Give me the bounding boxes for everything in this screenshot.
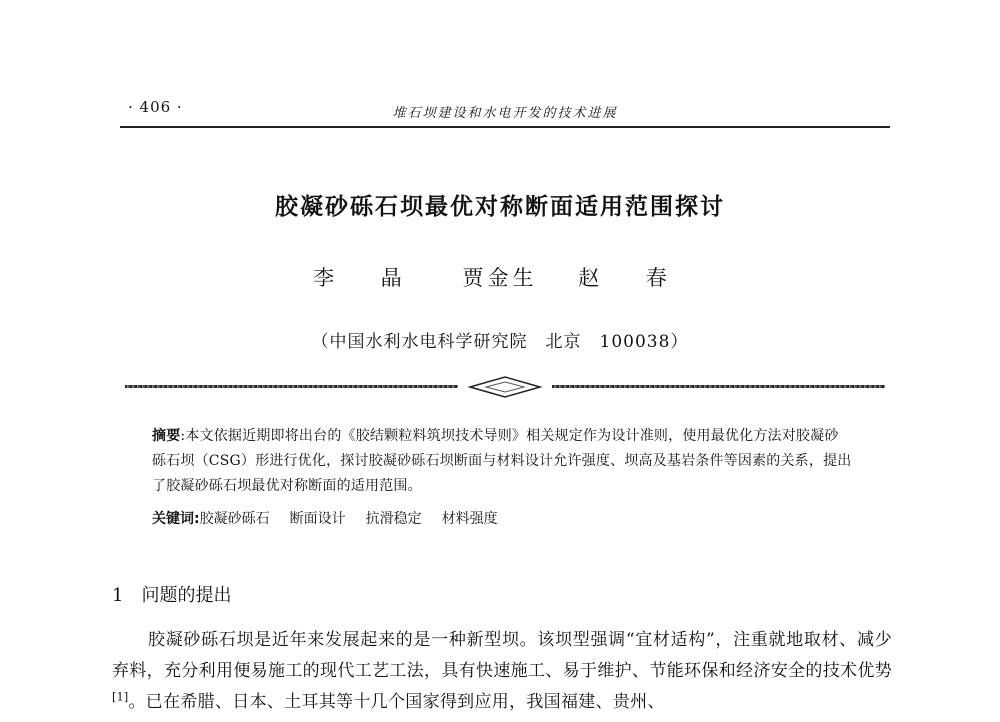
page-number: · 406 · xyxy=(128,98,183,116)
keyword-3: 抗滑稳定 xyxy=(365,511,422,527)
abstract-label: 摘要 xyxy=(152,428,181,444)
section-title: 问题的提出 xyxy=(141,585,232,606)
keyword-1: 胶凝砂砾石 xyxy=(199,511,270,527)
keywords-separator: : xyxy=(194,511,200,527)
author-3: 赵 春 xyxy=(578,266,687,290)
keywords xyxy=(152,508,518,528)
abstract-separator: : xyxy=(180,428,186,444)
keyword-4: 材料强度 xyxy=(441,511,498,527)
divider-line-left xyxy=(125,385,458,388)
journal-title: 堆石坝建设和水电开发的技术进展 xyxy=(392,106,618,121)
ornamental-divider xyxy=(125,375,885,399)
author-1: 李 晶 xyxy=(313,266,422,290)
paragraph-text-before-citation: 胶凝砂砾石坝是近年来发展起来的是一种新型坝。该坝型强调“宜材适构”，注重就地取材、减少弃料，充分利用便易施工的现代工艺工法，具有快速施工、易于维护、节能环保和经济安全的技术优势 xyxy=(112,630,892,681)
abstract-text: 本文依据近期即将出台的《胶结颗粒料筑坝技术导则》相关规定作为设计准则，使用最优化方法对胶凝砂砾石坝（CSG）形进行优化，探讨胶凝砂砾石坝断面与材料设计允许强度、坝高及基岩条件等因素的关系，提出了胶凝砂砾石坝最优对称断面的适用范围。 xyxy=(152,428,852,494)
affiliation: （中国水利水电科学研究院 北京 100038） xyxy=(311,332,689,352)
diamond-ornament-icon xyxy=(468,375,542,399)
paragraph-text-after-citation: 。已在希腊、日本、土耳其等十几个国家得到应用，我国福建、贵州、 xyxy=(128,692,665,712)
divider-line-right xyxy=(552,385,885,388)
keywords-label: 关键词 xyxy=(152,511,194,527)
keyword-2: 断面设计 xyxy=(289,511,346,527)
body-paragraph xyxy=(112,625,892,718)
citation-marker[interactable]: [1] xyxy=(112,690,129,704)
section-heading xyxy=(112,581,231,607)
section-number: 1 xyxy=(112,585,124,606)
running-header xyxy=(120,96,890,128)
paper-title: 胶凝砂砾石坝最优对称断面适用范围探讨 xyxy=(275,194,725,220)
abstract xyxy=(152,424,852,499)
author-2: 贾金生 xyxy=(462,266,538,290)
author-list xyxy=(0,262,1000,292)
